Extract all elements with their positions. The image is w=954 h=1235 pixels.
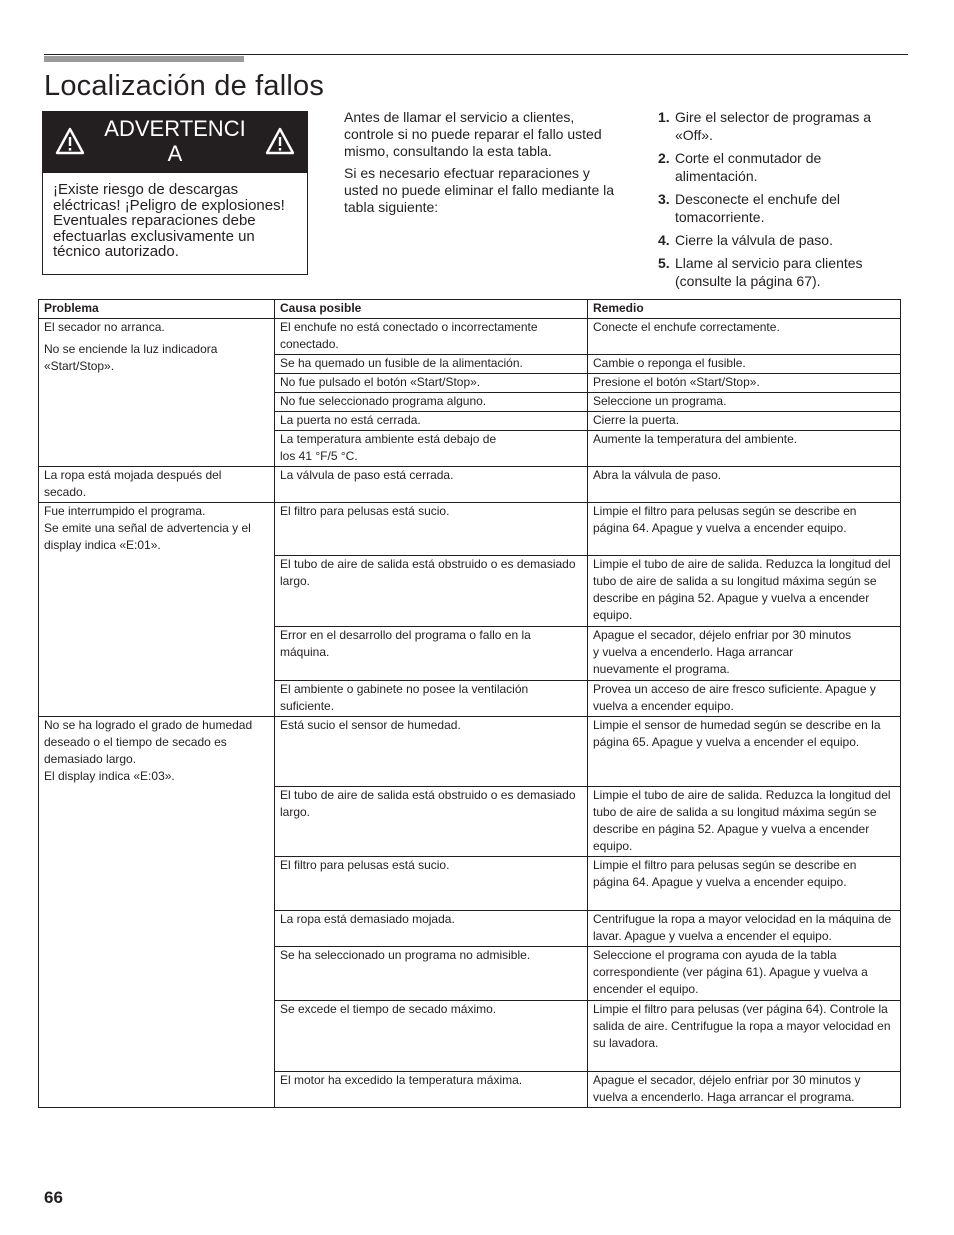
table-row bbox=[39, 319, 901, 355]
remedy-cell: Centrifugue la ropa a mayor velocidad en la máquina de lavar. Apague y vuelva a encender el equipo. bbox=[588, 911, 901, 947]
column-header-problem: Problema bbox=[39, 300, 275, 319]
step-item bbox=[658, 149, 898, 185]
remedy-cell: Limpie el filtro para pelusas (ver página 64). Controle la salida de aire. Centrifugue la ropa a mayor velocidad en su lavadora. bbox=[588, 1001, 901, 1072]
cause-cell: La válvula de paso está cerrada. bbox=[275, 467, 588, 503]
step-text: Gire el selector de programas a «Off». bbox=[675, 109, 872, 143]
page-number: 66 bbox=[44, 1188, 63, 1207]
cause-cell: No fue pulsado el botón «Start/Stop». bbox=[275, 374, 588, 393]
warning-header bbox=[43, 112, 307, 173]
cause-cell: Está sucio el sensor de humedad. bbox=[275, 717, 588, 787]
step-text: Desconecte el enchufe del tomacorriente. bbox=[675, 191, 840, 225]
remedy-cell: Apague el secador, déjelo enfriar por 30 minutos y vuelva a encenderlo. Haga arrancar nuevamente el programa. bbox=[588, 627, 901, 681]
cause-cell: El filtro para pelusas está sucio. bbox=[275, 857, 588, 911]
cause-cell: Error en el desarrollo del programa o fallo en la máquina. bbox=[275, 627, 588, 681]
step-item bbox=[658, 231, 898, 249]
remedy-cell: Aumente la temperatura del ambiente. bbox=[588, 431, 901, 467]
step-text: Corte el conmutador de alimentación. bbox=[675, 150, 822, 184]
cause-cell: No fue seleccionado programa alguno. bbox=[275, 393, 588, 412]
header-accent-bar bbox=[44, 56, 244, 62]
problem-cell bbox=[39, 319, 275, 467]
remedy-cell: Limpie el filtro para pelusas según se describe en página 64. Apague y vuelva a encender equipo. bbox=[588, 503, 901, 556]
remedy-cell: Limpie el tubo de aire de salida. Reduzca la longitud del tubo de aire de salida a su longitud máxima según se describe en página 52. Apague y vuelva a encender equipo. bbox=[588, 787, 901, 857]
cause-cell: La puerta no está cerrada. bbox=[275, 412, 588, 431]
page-title: Localización de fallos bbox=[44, 70, 325, 102]
cause-cell: El filtro para pelusas está sucio. bbox=[275, 503, 588, 556]
remedy-cell: Presione el botón «Start/Stop». bbox=[588, 374, 901, 393]
header-rule bbox=[44, 54, 908, 55]
problem-text: La ropa está mojada después del secado. bbox=[44, 468, 222, 499]
table-row bbox=[39, 503, 901, 556]
step-text: Llame al servicio para clientes (consulte la página 67). bbox=[675, 255, 863, 289]
step-number: 4. bbox=[658, 232, 670, 248]
problem-text: No se ha logrado el grado de humedad deseado o el tiempo de secado es demasiado largo. bbox=[44, 718, 253, 766]
remedy-cell: Limpie el filtro para pelusas según se describe en página 64. Apague y vuelva a encender equipo. bbox=[588, 857, 901, 911]
warning-triangle-icon bbox=[55, 127, 85, 155]
warning-heading: ADVERTENCI A bbox=[104, 116, 246, 166]
problem-cell bbox=[39, 717, 275, 1108]
remedy-cell: Apague el secador, déjelo enfriar por 30 minutos y vuelva a encenderlo. Haga arrancar el programa. bbox=[588, 1072, 901, 1108]
problem-cell bbox=[39, 503, 275, 717]
problem-text: No se enciende la luz indicadora «Start/Stop». bbox=[44, 342, 218, 373]
cause-cell: La temperatura ambiente está debajo de los 41 °F/5 °C. bbox=[275, 431, 588, 467]
table-row bbox=[39, 717, 901, 787]
steps-list bbox=[658, 108, 898, 295]
remedy-cell: Cambie o reponga el fusible. bbox=[588, 355, 901, 374]
step-number: 5. bbox=[658, 255, 670, 271]
remedy-cell: Seleccione un programa. bbox=[588, 393, 901, 412]
remedy-cell: Limpie el tubo de aire de salida. Reduzca la longitud del tubo de aire de salida a su longitud máxima según se describe en página 52. Apague y vuelva a encender equipo. bbox=[588, 556, 901, 627]
table-header-row bbox=[39, 300, 901, 319]
problem-cell bbox=[39, 467, 275, 503]
intro-text bbox=[344, 109, 616, 221]
step-item bbox=[658, 254, 898, 290]
problem-text: Fue interrumpido el programa. bbox=[44, 504, 206, 518]
remedy-cell: Abra la válvula de paso. bbox=[588, 467, 901, 503]
cause-cell: El motor ha excedido la temperatura máxima. bbox=[275, 1072, 588, 1108]
cause-cell: Se ha seleccionado un programa no admisible. bbox=[275, 947, 588, 1001]
cause-cell: El tubo de aire de salida está obstruido o es demasiado largo. bbox=[275, 556, 588, 627]
warning-box bbox=[42, 111, 308, 275]
remedy-cell: Provea un acceso de aire fresco suficiente. Apague y vuelva a encender equipo. bbox=[588, 681, 901, 717]
intro-paragraph: Si es necesario efectuar reparaciones y usted no puede eliminar el fallo mediante la tabla siguiente: bbox=[344, 165, 615, 215]
intro-paragraph: Antes de llamar el servicio a clientes, controle si no puede reparar el fallo usted mismo, consultando la esta tabla. bbox=[344, 109, 602, 159]
cause-cell: Se excede el tiempo de secado máximo. bbox=[275, 1001, 588, 1072]
step-number: 2. bbox=[658, 150, 670, 166]
cause-cell: El tubo de aire de salida está obstruido o es demasiado largo. bbox=[275, 787, 588, 857]
cause-cell: El enchufe no está conectado o incorrectamente conectado. bbox=[275, 319, 588, 355]
step-number: 1. bbox=[658, 109, 670, 125]
step-text: Cierre la válvula de paso. bbox=[675, 232, 833, 248]
cause-cell: La ropa está demasiado mojada. bbox=[275, 911, 588, 947]
column-header-cause: Causa posible bbox=[275, 300, 588, 319]
remedy-cell: Cierre la puerta. bbox=[588, 412, 901, 431]
remedy-cell: Conecte el enchufe correctamente. bbox=[588, 319, 901, 355]
remedy-cell: Limpie el sensor de humedad según se describe en la página 65. Apague y vuelva a encender el equipo. bbox=[588, 717, 901, 787]
problem-text: Se emite una señal de advertencia y el display indica «E:01». bbox=[44, 521, 251, 552]
problem-text: El secador no arranca. bbox=[44, 320, 165, 334]
step-number: 3. bbox=[658, 191, 670, 207]
warning-text: ¡Existe riesgo de descargas eléctricas! ¡Peligro de explosiones! Eventuales reparaciones debe efectuarlas exclusivamente un técnico autorizado. bbox=[53, 181, 285, 261]
problem-text: El display indica «E:03». bbox=[44, 769, 175, 783]
step-item bbox=[658, 190, 898, 226]
step-item bbox=[658, 108, 898, 144]
warning-triangle-icon bbox=[265, 127, 295, 155]
cause-cell: El ambiente o gabinete no posee la ventilación suficiente. bbox=[275, 681, 588, 717]
remedy-cell: Seleccione el programa con ayuda de la tabla correspondiente (ver página 61). Apague y vuelva a encender el equipo. bbox=[588, 947, 901, 1001]
cause-cell: Se ha quemado un fusible de la alimentación. bbox=[275, 355, 588, 374]
troubleshooting-table bbox=[38, 299, 901, 1108]
column-header-remedy: Remedio bbox=[588, 300, 901, 319]
table-row bbox=[39, 467, 901, 503]
